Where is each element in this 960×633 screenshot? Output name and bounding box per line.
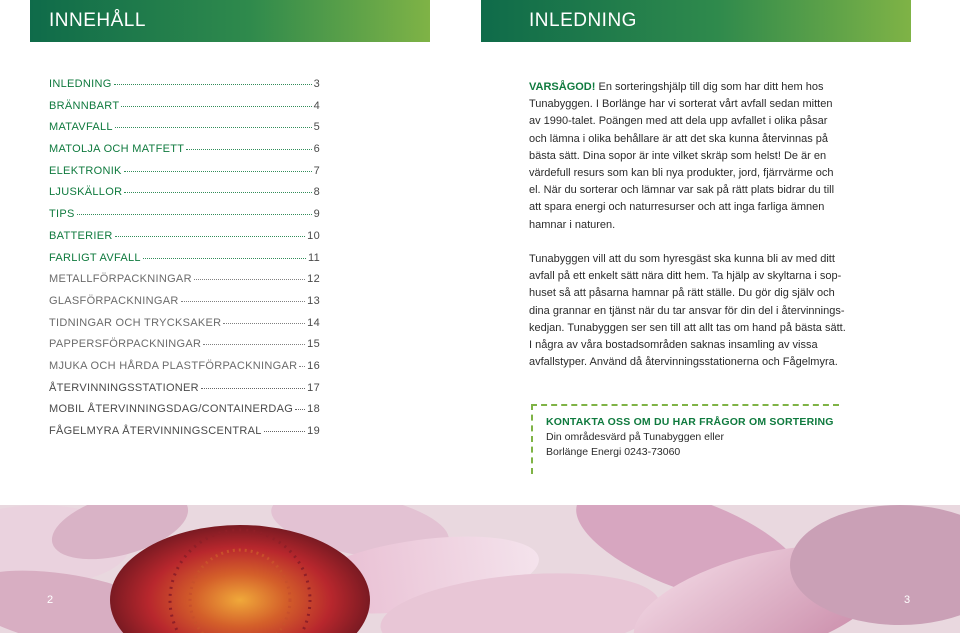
toc-entry[interactable] [49, 252, 320, 274]
toc-page-number: 4 [313, 99, 320, 112]
toc-label: METALLFÖRPACKNINGAR [49, 273, 192, 286]
toc-page-number: 17 [307, 381, 320, 394]
toc-label: BRÄNNBART [49, 99, 120, 112]
toc-entry[interactable] [49, 317, 320, 339]
toc-page-number: 13 [307, 294, 320, 307]
toc-page-number: 16 [307, 359, 320, 372]
toc-leader-dots [264, 431, 306, 432]
toc-entry[interactable] [49, 360, 320, 382]
toc-leader-dots [143, 258, 306, 259]
toc-entry[interactable] [49, 403, 320, 425]
toc-page-number: 5 [313, 121, 320, 134]
toc-leader-dots [223, 323, 305, 324]
toc-entry[interactable] [49, 382, 320, 404]
contact-title: KONTAKTA OSS OM DU HAR FRÅGOR OM SORTERING [546, 416, 834, 428]
intro-lead: VARSÅGOD! [529, 81, 596, 93]
contents-header [30, 0, 430, 42]
toc-label: TIDNINGAR OCH TRYCKSAKER [49, 316, 222, 329]
toc-leader-dots [295, 409, 305, 410]
toc-entry[interactable] [49, 425, 320, 447]
toc-label: MJUKA OCH HÅRDA PLASTFÖRPACKNINGAR [49, 359, 298, 372]
toc-page-number: 10 [307, 229, 320, 242]
intro-paragraph-1 [529, 79, 847, 234]
toc-label: BATTERIER [49, 229, 113, 242]
toc-entry[interactable] [49, 208, 320, 230]
toc-page-number: 15 [307, 338, 320, 351]
toc-entry[interactable] [49, 295, 320, 317]
page-number-left: 2 [47, 594, 54, 606]
introduction-title: INLEDNING [529, 10, 637, 31]
toc-label: MATOLJA OCH MATFETT [49, 143, 185, 156]
toc-page-number: 14 [307, 316, 320, 329]
contact-line-2: Borlänge Energi 0243-73060 [546, 445, 681, 458]
toc-label: LJUSKÄLLOR [49, 186, 123, 199]
contact-box [531, 404, 839, 474]
toc-label: TIPS [49, 208, 75, 221]
toc-leader-dots [299, 366, 305, 367]
toc-entry[interactable] [49, 273, 320, 295]
toc-leader-dots [186, 149, 311, 150]
toc-page-number: 19 [307, 425, 320, 437]
intro-text-1: En sorteringshjälp till dig som har ditt hem hos Tunabyggen. I Borlänge har vi sorterat vårt avfall sedan mitten av 1990-talet. Poängen med att dela upp avfallet i olika påsar och lämna i olika behållare är att det ska kunna återvinnas på bästa sätt. Dina sopor är inte vilket skräp som helst! De är en värdefull resurs som kan bli nya produkter, jord, fjärrvärme och el. När du sorterar och lämnar var sak på rätt plats bidrar du till att spara energi och naturresurser och att inga farliga ämnen hamnar i naturen. [529, 81, 835, 231]
toc-page-number: 6 [313, 143, 320, 156]
toc-entry[interactable] [49, 338, 320, 360]
toc-leader-dots [124, 171, 312, 172]
toc-leader-dots [121, 106, 311, 107]
toc-entry[interactable] [49, 186, 320, 208]
introduction-header [481, 0, 911, 42]
toc-page-number: 3 [313, 78, 320, 90]
toc-page-number: 18 [307, 403, 320, 416]
intro-paragraph-2: Tunabyggen vill att du som hyresgäst ska kunna bli av med ditt avfall på ett enkelt sätt nära ditt hem. Ta hjälp av skyltarna i sophuset så att påsarna hamnar på rätt ställe. Du gör dig själv och dina grannar en tjänst när du tar ansvar för din del i återvinningskedjan. Tunabyggen ser sen till att allt tas om hand på bästa sätt. I några av våra bostadsområden saknas insamling av vissa avfallstyper. Använd då återvinningsstationerna och Fågelmyra. [529, 253, 846, 369]
contact-line-1: Din områdesvärd på Tunabyggen eller [546, 431, 725, 443]
toc-label: FARLIGT AVFALL [49, 251, 141, 264]
toc-leader-dots [115, 127, 312, 128]
toc-leader-dots [115, 236, 306, 237]
toc-entry[interactable] [49, 78, 320, 100]
toc-leader-dots [124, 192, 311, 193]
toc-entry[interactable] [49, 230, 320, 252]
table-of-contents [49, 78, 320, 447]
toc-page-number: 12 [307, 273, 320, 286]
toc-leader-dots [194, 279, 305, 280]
contents-title: INNEHÅLL [49, 10, 146, 31]
flower-photo [0, 505, 960, 633]
toc-label: FÅGELMYRA ÅTERVINNINGSCENTRAL [49, 425, 262, 437]
toc-label: MOBIL ÅTERVINNINGSDAG/CONTAINERDAG [49, 403, 294, 416]
toc-entry[interactable] [49, 143, 320, 165]
toc-leader-dots [201, 388, 305, 389]
page-number-right: 3 [904, 594, 911, 606]
toc-leader-dots [114, 84, 312, 85]
toc-page-number: 11 [307, 251, 320, 264]
toc-leader-dots [203, 344, 305, 345]
toc-entry[interactable] [49, 165, 320, 187]
toc-label: INLEDNING [49, 78, 112, 90]
toc-label: PAPPERSFÖRPACKNINGAR [49, 338, 202, 351]
toc-label: MATAVFALL [49, 121, 113, 134]
toc-entry[interactable] [49, 100, 320, 122]
toc-label: ÅTERVINNINGSSTATIONER [49, 381, 199, 394]
toc-label: ELEKTRONIK [49, 164, 122, 177]
toc-leader-dots [181, 301, 306, 302]
toc-page-number: 7 [313, 164, 320, 177]
toc-page-number: 8 [313, 186, 320, 199]
toc-label: GLASFÖRPACKNINGAR [49, 294, 179, 307]
toc-entry[interactable] [49, 121, 320, 143]
toc-page-number: 9 [313, 208, 320, 221]
toc-leader-dots [77, 214, 312, 215]
